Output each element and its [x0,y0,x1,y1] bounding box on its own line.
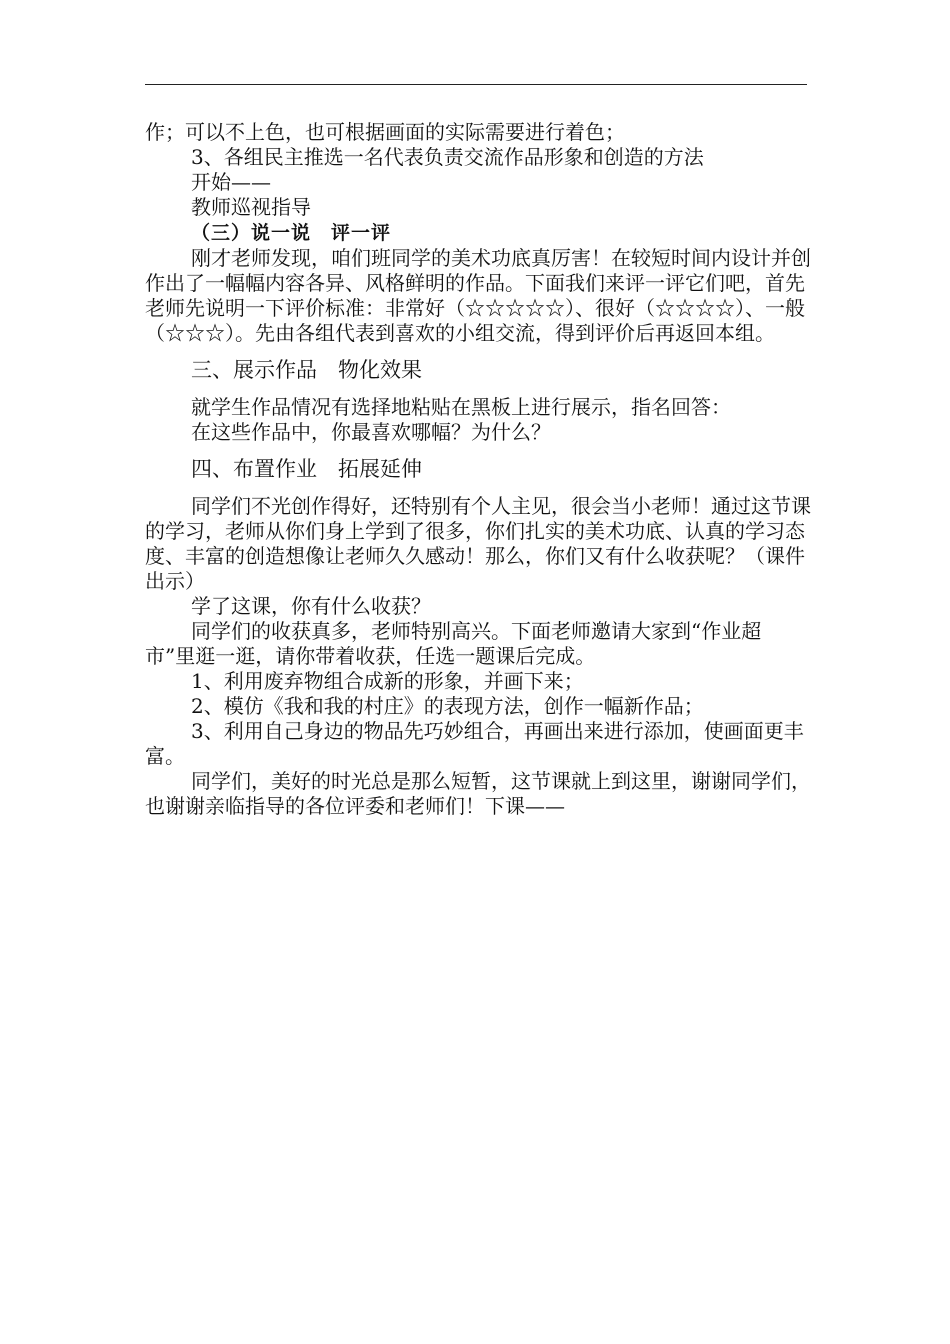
paragraph: 同学们不光创作得好，还特别有个人主见，很会当小老师！通过这节课的学习，老师从你们身上学到了很多，你们扎实的美术功底、认真的学习态度、丰富的创造想像让老师久久感动！那么，你们又有什么收获呢？（课件出示） [145,494,811,593]
text-line: 就学生作品情况有选择地粘贴在黑板上进行展示，指名回答： [191,395,731,419]
text-line: 开始—— [191,170,271,194]
paragraph: 同学们的收获真多，老师特别高兴。下面老师邀请大家到“作业超市”里逛一逛，请你带着收获，任选一题课后完成。 [145,619,762,668]
list-item: 2、模仿《我和我的村庄》的表现方法，创作一幅新作品； [191,694,704,718]
step-item: 3、各组民主推选一名代表负责交流作品形象和创造的方法 [191,145,704,169]
text-line: 学了这课，你有什么收获？ [191,594,431,618]
section-heading: 四、布置作业 拓展延伸 [191,457,422,481]
section-heading: 三、展示作品 物化效果 [191,358,422,382]
text-line: 在这些作品中，你最喜欢哪幅？为什么？ [191,420,551,444]
text-line: 作；可以不上色，也可根据画面的实际需要进行着色； [145,120,625,144]
paragraph: 刚才老师发现，咱们班同学的美术功底真厉害！在较短时间内设计并创作出了一幅幅内容各异、风格鲜明的作品。下面我们来评一评它们吧，首先老师先说明一下评价标准：非常好（☆☆☆☆☆）、很好（☆☆☆☆）、一般（☆☆☆）。先由各组代表到喜欢的小组交流，得到评价后再返回本组。 [145,246,811,345]
paragraph: 同学们，美好的时光总是那么短暂，这节课就上到这里，谢谢同学们，也谢谢亲临指导的各位评委和老师们！下课—— [145,769,811,818]
header-rule [145,84,807,85]
subheading: （三）说一说 评一评 [191,222,392,244]
text-line: 教师巡视指导 [191,195,311,219]
document-body [145,120,811,819]
list-item: 3、利用自己身边的物品先巧妙组合，再画出来进行添加，使画面更丰富。 [145,719,804,768]
list-item: 1、利用废弃物组合成新的形象，并画下来； [191,669,584,693]
